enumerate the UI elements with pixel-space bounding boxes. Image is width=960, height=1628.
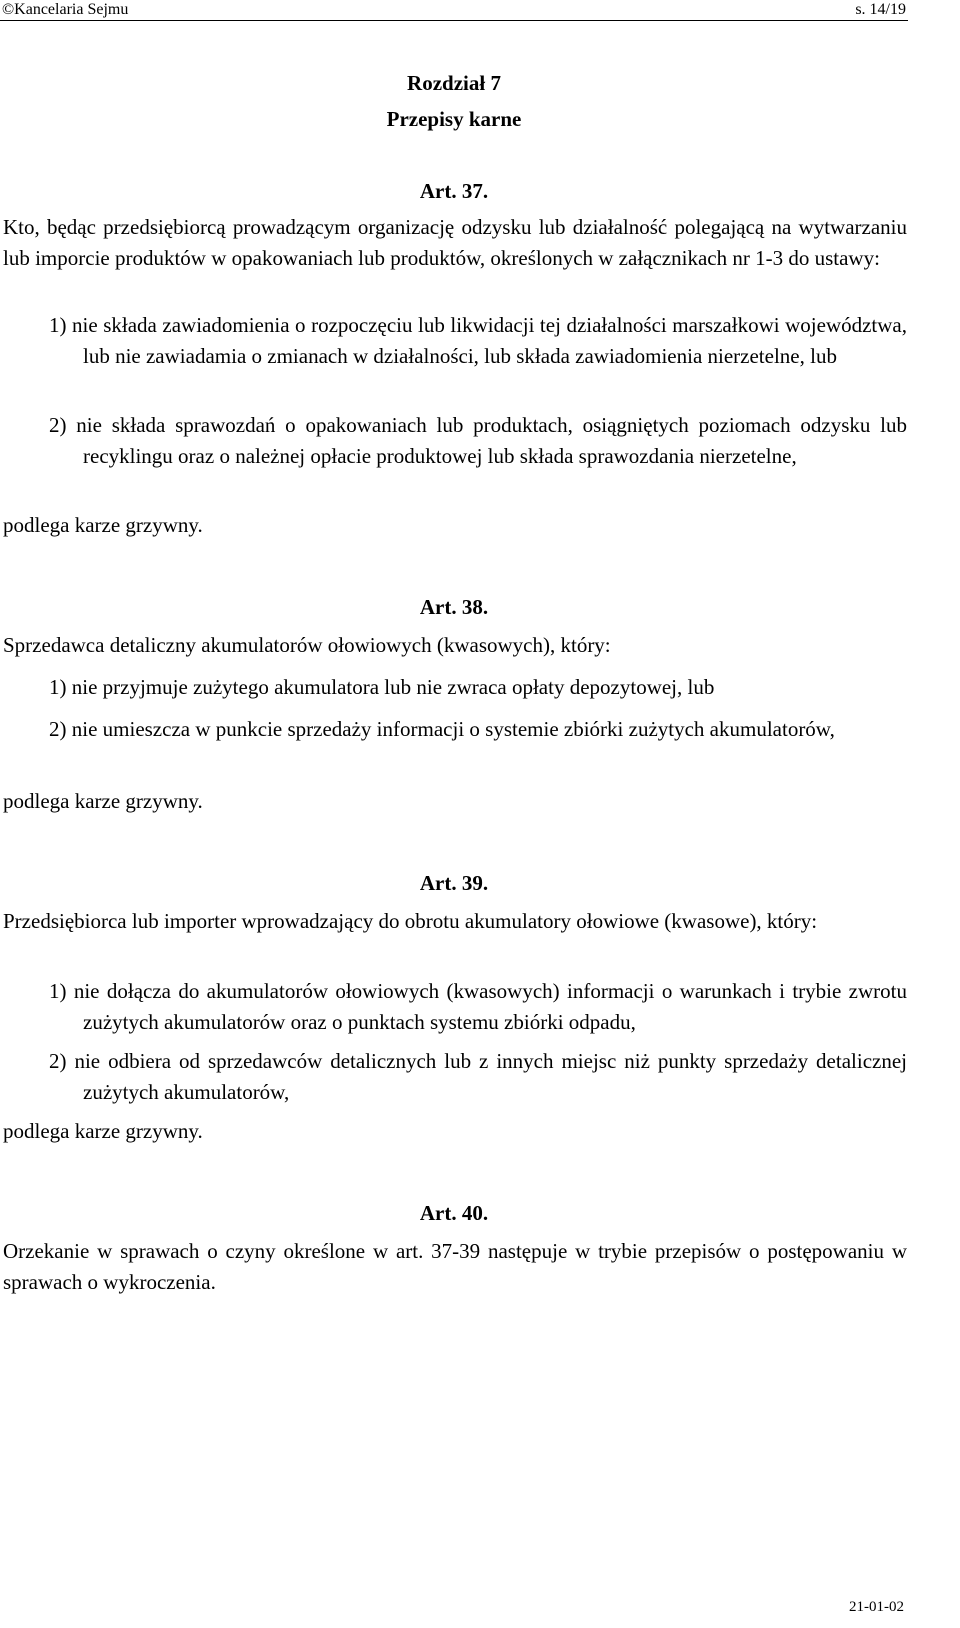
- article-38-point-2: [3, 714, 907, 745]
- article-37-closing: podlega karze grzywny.: [3, 513, 203, 537]
- chapter-title: Przepisy karne: [386, 107, 522, 131]
- header-rule: [0, 20, 908, 21]
- chapter-number: Rozdział 7: [407, 71, 501, 95]
- article-37-heading: Art. 37.: [419, 179, 489, 203]
- article-37-point-1-text: 1) nie składa zawiadomienia o rozpoczęciu lub likwidacji tej działalności marszałkowi województwa, lub nie zawiadamia o zmianach w działalności, lub składa zawiadomienia nierzetelne, lub: [49, 313, 907, 368]
- article-38-heading: Art. 38.: [419, 595, 489, 619]
- article-40-heading: Art. 40.: [419, 1201, 489, 1225]
- article-37-point-2-text: 2) nie składa sprawozdań o opakowaniach lub produktach, osiągniętych poziomach odzysku lub recyklingu oraz o należnej opłacie produktowej lub składa sprawozdania nierzetelne,: [49, 413, 907, 468]
- article-38-point-1-text: 1) nie przyjmuje zużytego akumulatora lub nie zwraca opłaty depozytowej, lub: [49, 675, 715, 699]
- article-38-closing: podlega karze grzywny.: [3, 789, 203, 813]
- footer-date: 21-01-02: [849, 1599, 904, 1615]
- article-37-point-1: [3, 310, 907, 372]
- article-39-heading: Art. 39.: [419, 871, 489, 895]
- article-39-point-1: [3, 976, 907, 1038]
- article-39-intro: Przedsiębiorca lub importer wprowadzający do obrotu akumulatory ołowiowe (kwasowe), który:: [3, 909, 818, 933]
- header-page-number: s. 14/19: [855, 1, 906, 18]
- article-37-intro: Kto, będąc przedsiębiorcą prowadzącym organizację odzysku lub działalność polegającą na wytwarzaniu lub imporcie produktów w opakowaniach lub produktów, określonych w załącznikach nr 1-3 do ustawy:: [3, 215, 907, 270]
- article-38-point-1: [3, 672, 907, 703]
- article-39-point-1-text: 1) nie dołącza do akumulatorów ołowiowych (kwasowych) informacji o warunkach i trybie zwrotu zużytych akumulatorów oraz o punktach systemu zbiórki odpadu,: [49, 979, 907, 1034]
- article-39-point-2-text: 2) nie odbiera od sprzedawców detalicznych lub z innych miejsc niż punkty sprzedaży detalicznej zużytych akumulatorów,: [49, 1049, 907, 1104]
- article-38-intro: Sprzedawca detaliczny akumulatorów ołowiowych (kwasowych), który:: [3, 633, 611, 657]
- article-40-text: Orzekanie w sprawach o czyny określone w art. 37-39 następuje w trybie przepisów o postępowaniu w sprawach o wykroczenia.: [3, 1239, 907, 1294]
- article-39-closing: podlega karze grzywny.: [3, 1119, 203, 1143]
- article-37-point-2: [3, 410, 907, 472]
- page-header: [0, 0, 908, 22]
- article-38-point-2-text: 2) nie umieszcza w punkcie sprzedaży informacji o systemie zbiórki zużytych akumulatorów,: [49, 717, 835, 741]
- header-publisher: ©Kancelaria Sejmu: [2, 1, 129, 18]
- article-39-point-2: [3, 1046, 907, 1108]
